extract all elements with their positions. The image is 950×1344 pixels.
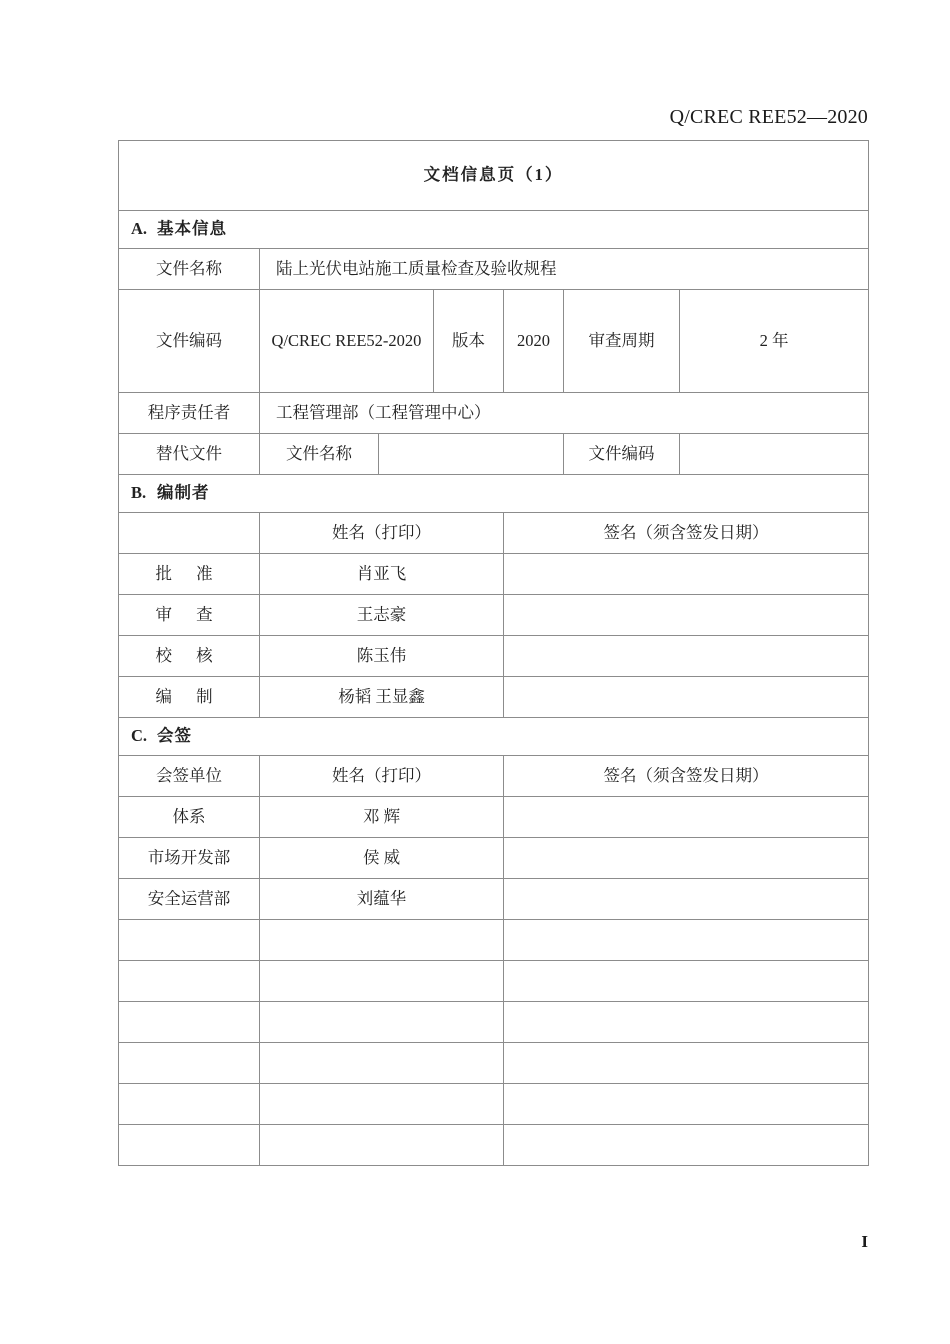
countersign-unit [119, 920, 260, 961]
author-signature [504, 554, 869, 595]
table-row-author [119, 554, 869, 595]
author-role: 校 核 [119, 636, 260, 677]
file-name-label: 文件名称 [119, 249, 260, 290]
author-signature [504, 677, 869, 718]
countersign-name [260, 1084, 504, 1125]
countersign-signature [504, 1043, 869, 1084]
table-row-countersign [119, 797, 869, 838]
table-row-program-owner [119, 393, 869, 434]
countersign-name [260, 1043, 504, 1084]
countersign-signature-header: 签名（须含签发日期） [504, 756, 869, 797]
table-row-section-a [119, 211, 869, 249]
countersign-unit [119, 1084, 260, 1125]
table-row-file-name [119, 249, 869, 290]
countersign-signature [504, 797, 869, 838]
countersign-signature [504, 1084, 869, 1125]
countersign-unit: 体系 [119, 797, 260, 838]
countersign-unit [119, 1043, 260, 1084]
table-row-author [119, 595, 869, 636]
replaced-document-name-label: 文件名称 [260, 434, 379, 475]
table-row-section-c [119, 718, 869, 756]
file-code-value: Q/CREC REE52-2020 [260, 290, 434, 393]
section-b-label: 编制者 [157, 483, 210, 503]
table-row-author [119, 677, 869, 718]
program-owner-value: 工程管理部（工程管理中心） [260, 393, 869, 434]
table-row-countersign [119, 838, 869, 879]
table-row-countersign [119, 879, 869, 920]
countersign-signature [504, 1125, 869, 1166]
program-owner-label: 程序责任者 [119, 393, 260, 434]
countersign-unit [119, 961, 260, 1002]
table-row-countersign [119, 1002, 869, 1043]
countersign-unit [119, 1002, 260, 1043]
countersign-name: 刘蕴华 [260, 879, 504, 920]
table-row-countersign [119, 920, 869, 961]
section-a-letter: A. [131, 219, 148, 239]
replaced-document-code-value [680, 434, 869, 475]
replaced-document-code-label: 文件编码 [564, 434, 680, 475]
review-cycle-value: 2 年 [680, 290, 869, 393]
table-row-countersign [119, 1084, 869, 1125]
table-row-replaced-document [119, 434, 869, 475]
author-role: 审 查 [119, 595, 260, 636]
page-title: 文档信息页（1） [119, 141, 869, 211]
countersign-signature [504, 920, 869, 961]
author-name: 杨韬 王显鑫 [260, 677, 504, 718]
section-heading-b [119, 475, 869, 513]
section-c-label: 会签 [157, 726, 192, 746]
countersign-name: 邓 辉 [260, 797, 504, 838]
document-information-table [118, 140, 869, 1166]
countersign-name [260, 961, 504, 1002]
section-c-letter: C. [131, 726, 148, 746]
table-row-section-b [119, 475, 869, 513]
table-row-countersign [119, 961, 869, 1002]
countersign-unit [119, 1125, 260, 1166]
table-row-author [119, 636, 869, 677]
file-code-label: 文件编码 [119, 290, 260, 393]
countersign-name [260, 1125, 504, 1166]
author-signature [504, 636, 869, 677]
author-name: 王志豪 [260, 595, 504, 636]
authors-name-header: 姓名（打印） [260, 513, 504, 554]
version-label: 版本 [434, 290, 504, 393]
countersign-name: 侯 威 [260, 838, 504, 879]
table-row-countersign [119, 1043, 869, 1084]
countersign-name-header: 姓名（打印） [260, 756, 504, 797]
replaced-document-name-value [379, 434, 564, 475]
countersign-unit: 市场开发部 [119, 838, 260, 879]
authors-signature-header: 签名（须含签发日期） [504, 513, 869, 554]
section-heading-a [119, 211, 869, 249]
section-heading-c [119, 718, 869, 756]
review-cycle-label: 审查周期 [564, 290, 680, 393]
countersign-signature [504, 1002, 869, 1043]
countersign-unit: 安全运营部 [119, 879, 260, 920]
author-role: 批 准 [119, 554, 260, 595]
countersign-signature [504, 838, 869, 879]
countersign-name [260, 1002, 504, 1043]
author-role: 编 制 [119, 677, 260, 718]
countersign-signature [504, 961, 869, 1002]
section-b-letter: B. [131, 483, 147, 503]
table-row-file-code [119, 290, 869, 393]
author-signature [504, 595, 869, 636]
author-name: 肖亚飞 [260, 554, 504, 595]
countersign-name [260, 920, 504, 961]
countersign-signature [504, 879, 869, 920]
replaced-document-label: 替代文件 [119, 434, 260, 475]
version-value: 2020 [504, 290, 564, 393]
table-row-countersign-header [119, 756, 869, 797]
author-name: 陈玉伟 [260, 636, 504, 677]
countersign-unit-header: 会签单位 [119, 756, 260, 797]
table-row-title [119, 141, 869, 211]
authors-role-header [119, 513, 260, 554]
table-row-countersign [119, 1125, 869, 1166]
file-name-value: 陆上光伏电站施工质量检查及验收规程 [260, 249, 869, 290]
document-header-code: Q/CREC REE52—2020 [669, 106, 868, 128]
page-number: I [861, 1232, 868, 1251]
table-row-authors-header [119, 513, 869, 554]
section-a-label: 基本信息 [157, 219, 227, 239]
